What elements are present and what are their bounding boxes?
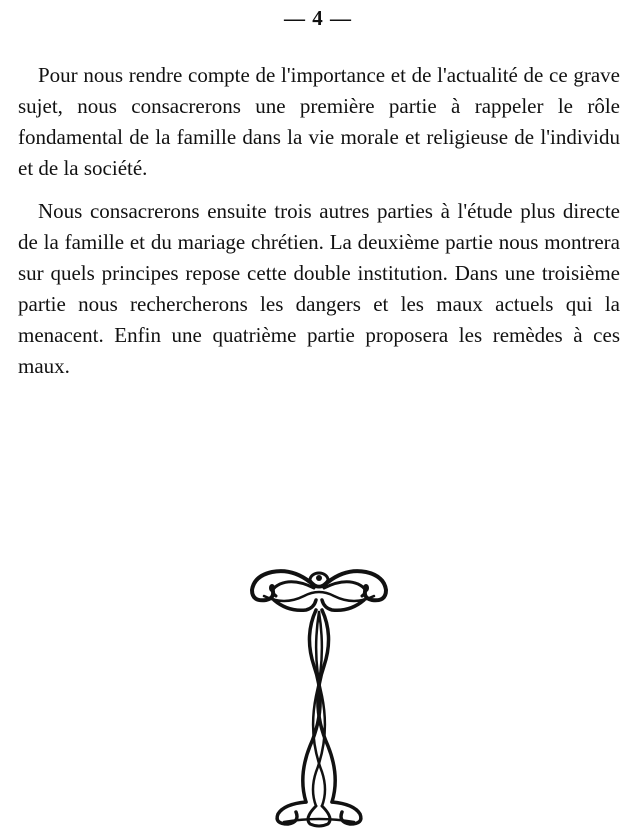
- page-number: — 4 —: [284, 6, 352, 30]
- body-text: [18, 60, 620, 394]
- art-nouveau-ornament-icon: [244, 566, 394, 828]
- paragraph-intro: Pour nous rendre compte de l'importance et de l'actualité de ce grave sujet, nous consacrerons une première partie à rappeler le rôle fondamental de la famille dans la vie morale et religieuse de l'individu et de la société.: [18, 63, 620, 180]
- paragraph-plan: Nous consacrerons ensuite trois autres parties à l'étude plus directe de la famille et du mariage chrétien. La deuxième partie nous montrera sur quels principes repose cette double institution. Dans une troisième partie nous rechercherons les dangers et les maux actuels qui la menacent. Enfin une quatrième partie proposera les remèdes à ces maux.: [18, 199, 620, 378]
